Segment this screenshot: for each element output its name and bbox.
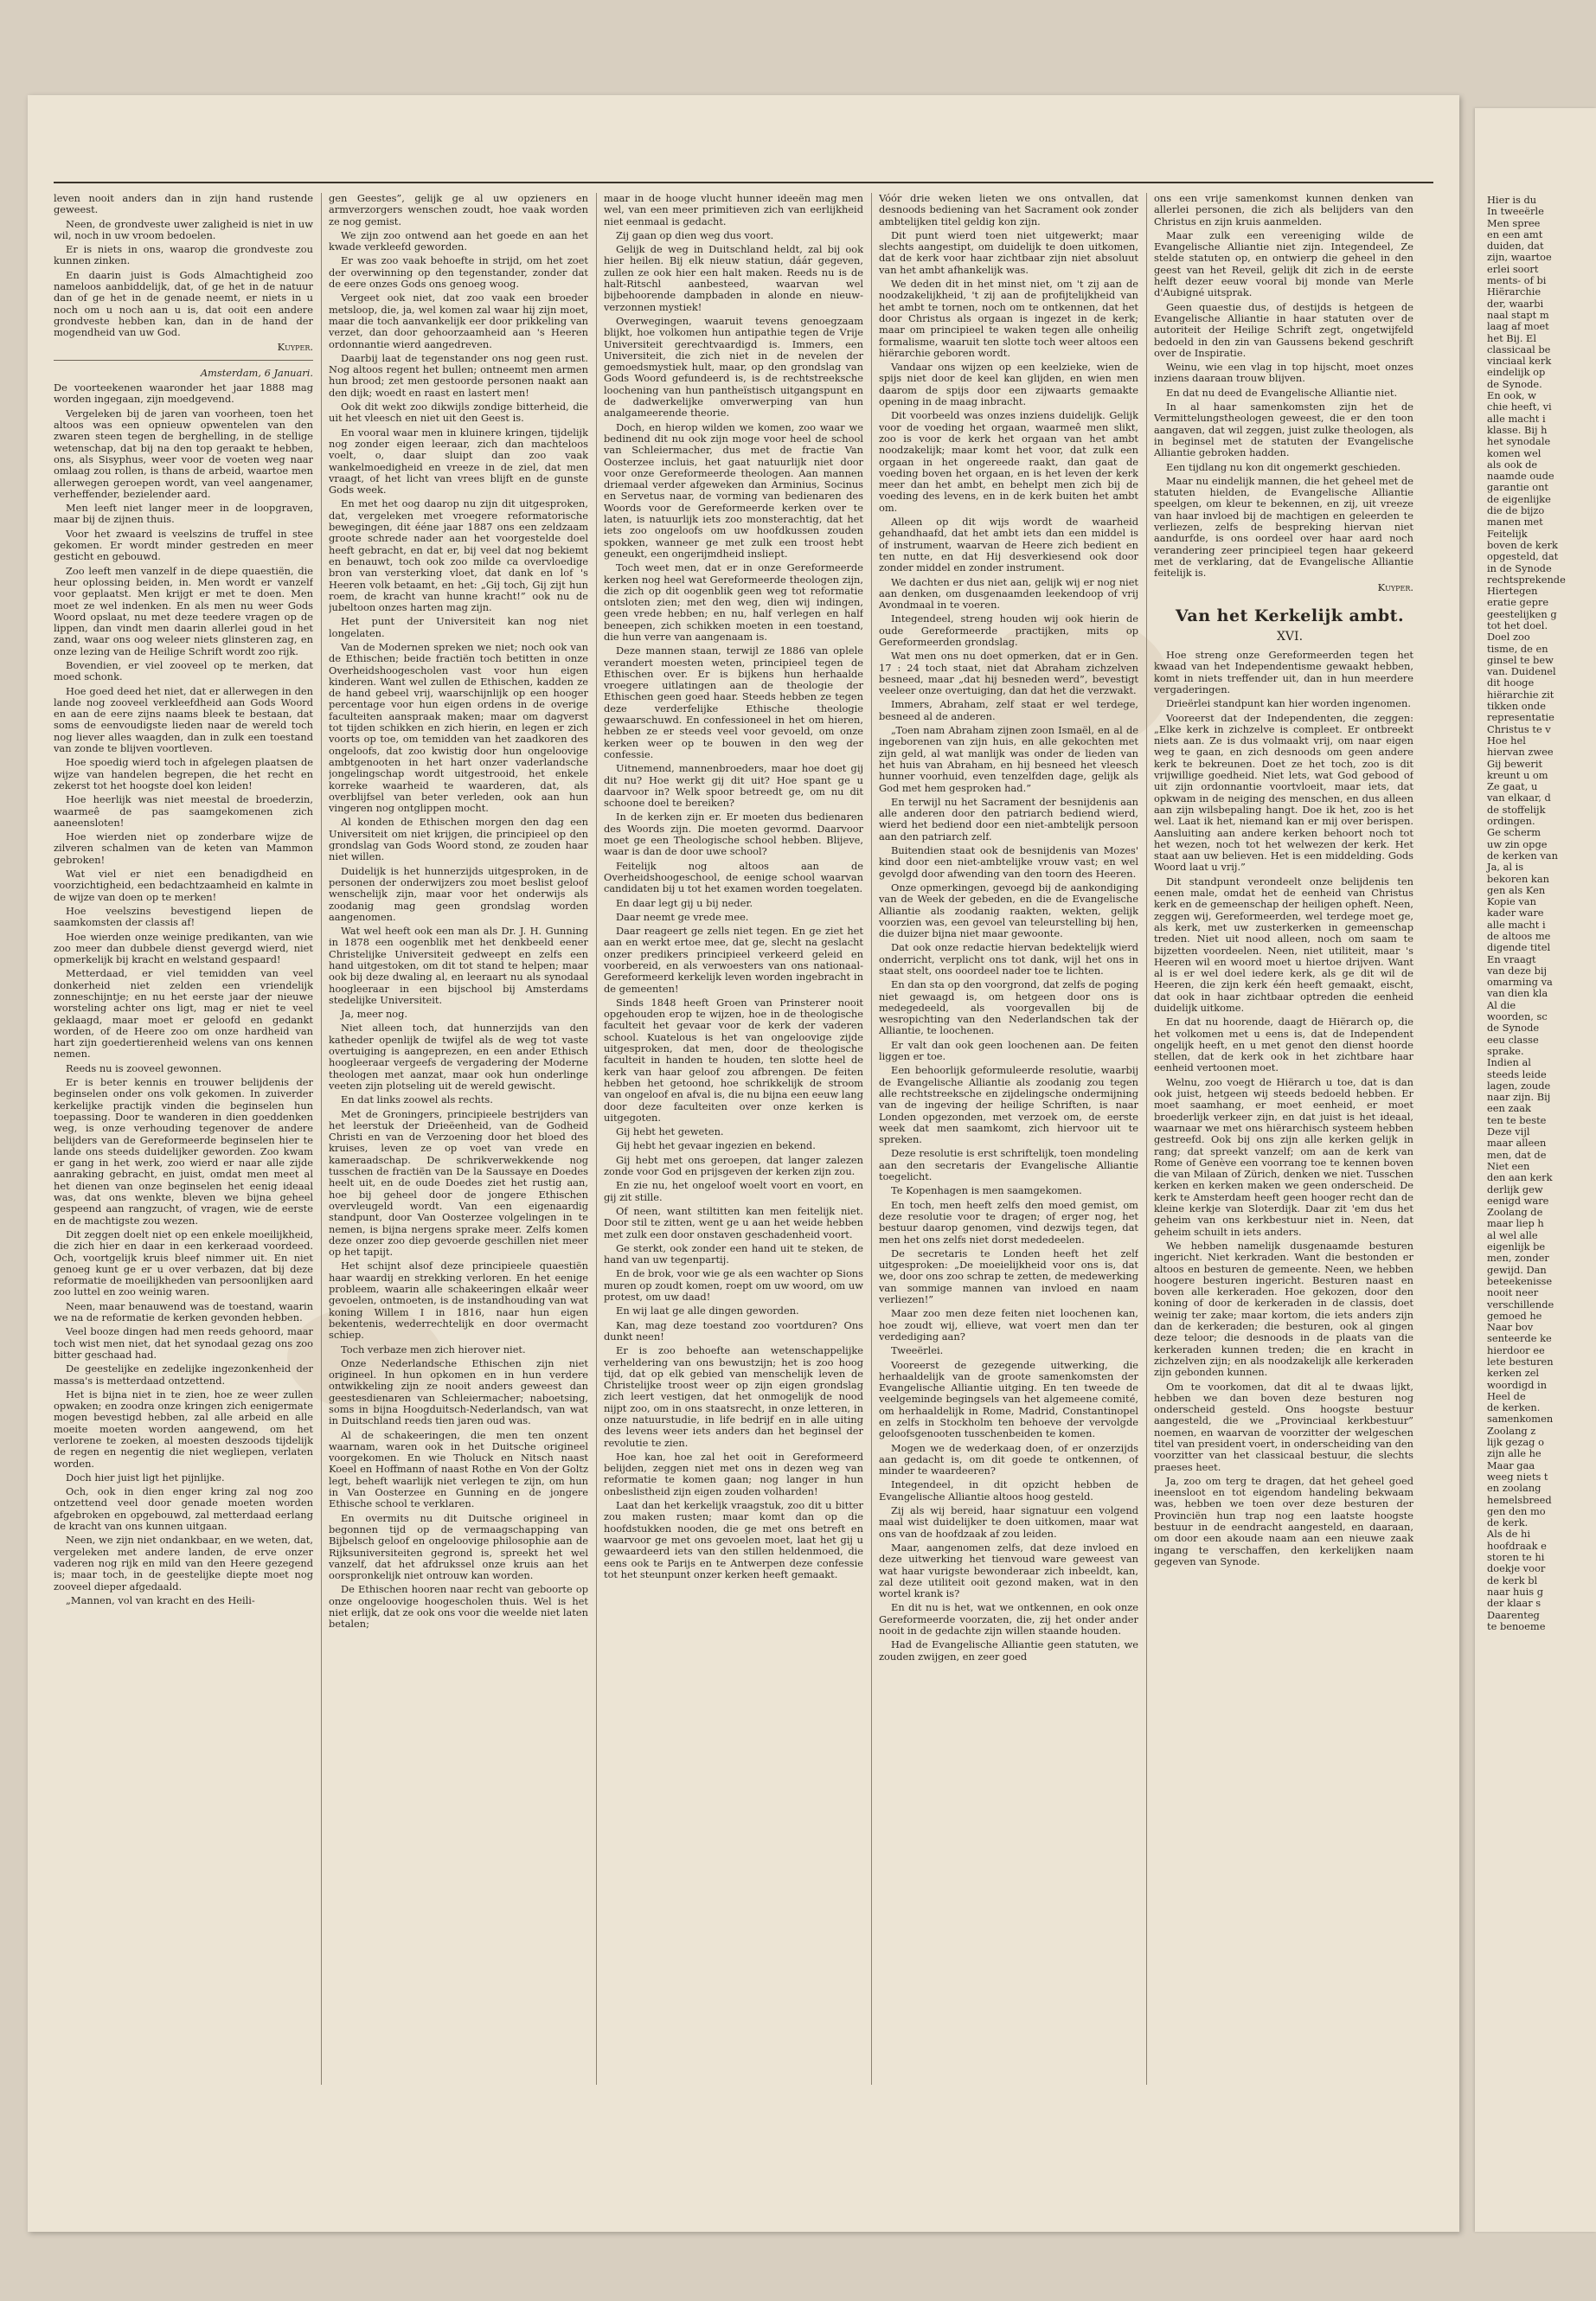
paragraph: Gij hebt het geweten. [616, 1125, 724, 1138]
paragraph: In al haar samenkomsten zijn het de Vermittelungstheologen geweest, die er den toon aangaven, dat wil zeggen, juist zulke theologen, als in beginsel met de statuten der Evangelische Alliantie gebroken hadden. [1154, 401, 1413, 459]
paragraph: Er is beter kennis en trouwer belijdenis der beginselen onder ons volk gekomen. In zuiverder kerkelijke practijk vinden die beginselen hun toepassing. Door te wanderen in dien goeddenken weg, is onze verhouding tegenover de andere belijders van de Gereformeerde beginselen hier te lande ons steeds duidelijker geworden. Zoo kwam er gang in het werk, zoo wierd er naar alle zijde aanraking gebracht, en juist, omdat men meet al het dienen van onze beginselen het eenig ideaal was, dat ons wenkte, bleven we bijna geheel gespeend aan rangzucht, of vragen, wie de eerste en de machtigste zou wezen. [54, 1076, 313, 1227]
paragraph: Met de Groningers, principieele bestrijders van het leerstuk der Drieëenheid, van de Godheid Christi en van de Verzoening door het bloed des kruises, leven ze op voet van vrede en kameraadschap. De schrikverwekkende nog tusschen de fractiën van De la Saussaye en Doedes heelt uit, en de oude Doedes ziet het rustig aan, hoe bij geheel door de jongere Ethischen overvleugeld wordt. Van een eigenaardig standpunt, door Van Oosterzee volgelingen in te nemen, is bijna nergens sprake meer. Zelfs komen deze onzer zoo diep gevoerde geschillen niet meer op het tapijt. [329, 1107, 588, 1259]
paragraph: Vandaar ons wijzen op een keelzieke, wien de spijs niet door de keel kan glijden, en wien men daarom de spijs door een zijwaarts gemaakte opening in de maag inbracht. [879, 361, 1138, 408]
paragraph: Christus te v [1487, 722, 1551, 735]
paragraph: rechtsprekende [1487, 573, 1566, 586]
paragraph: al wel alle [1487, 1228, 1538, 1241]
section-heading: Van het Kerkelijk ambt. [1175, 606, 1405, 625]
paragraph: Er is niets in ons, waarop die grondveste zou kunnen zinken. [54, 243, 313, 267]
paragraph: eeu classe [1487, 1033, 1539, 1046]
paragraph: Hier is du [1487, 194, 1537, 206]
paragraph: Neen, de grondveste uwer zaligheid is niet in uw wil, noch in uw vroom bedoelen. [54, 217, 313, 241]
paragraph: Vooreerst dat der Independenten, die zeggen: „Elke kerk in zichzelve is compleet. Er ontbreekt niets aan. Ze is dus volmaakt vrij, om naar eigen weg te gaan, en zich desnoods om geen andere kerk te bekreunen. Doet ze het toch, zoo is dit vrijwillige goedheid. Niet lets, wat God gebood of uit zijn ordonnantie voortvloeit, maar iets, dat opkwam in de neiging des menschen, en dus alleen aan zijn wilsbepaling hangt. Doe ik het, zoo is het wel. Laat ik het, niemand kan er mij over berispen. Aansluiting aan andere kerken behoort noch tot het wezen, noch tot het welwezen der kerk. Het staat aan uw believen. Het is een middelding. Gods Woord laat u vrij.” [1154, 711, 1413, 874]
paragraph: Feitelijk [1487, 527, 1528, 540]
paragraph: Neen, we zijn niet ondankbaar, en we weten, dat, vergeleken met andere landen, de erve onzer vaderen nog rijk en mild van den Heere gezegend is; maar toch, in de geestelijke diepte moet nog zooveel dieper afgedaald. [54, 1534, 313, 1593]
paragraph: de kerken. [1487, 1401, 1541, 1414]
column-1 [54, 193, 313, 2085]
paragraph: Overwegingen, waaruit tevens genoegzaam blijkt, hoe volkomen hun antipathie tegen de Vrije Universiteit gerechtvaardigd is. Immers, een Universiteit, die zich niet in de nevelen der gemoedsmystiek hult, maar, op den grondslag van Gods Woord gefundeerd is, is de rechtstreeksche loochening van hun pantheïstisch uitgangspunt en de dadwerkelijke omverwerping van hun analgameerende theorie. [604, 314, 863, 420]
paragraph: We dachten er dus niet aan, gelijk wij er nog niet aan denken, om dusgenaamden leekendoop of vrij Avondmaal in te voeren. [879, 575, 1138, 612]
paragraph: digende titel [1487, 941, 1551, 954]
paragraph: weeg niets t [1487, 1470, 1548, 1483]
paragraph: naar huis g [1487, 1585, 1544, 1598]
paragraph: Als de hi [1487, 1528, 1530, 1541]
paragraph: samenkomen [1487, 1413, 1554, 1426]
paragraph: beteekenisse [1487, 1274, 1553, 1287]
paragraph: manen met [1487, 516, 1543, 529]
paragraph: gemoed he [1487, 1309, 1542, 1322]
paragraph: Doch, en hierop wilden we komen, zoo waar we bedinend dit nu ook zijn moge voor heel de school van Schleiermacher, dus met de fractie Van Oosterzee incluis, het gaat natuurlijk niet door voor onze Gereformeerde theologen. Aan mannen driemaal verder afgeweken dan Arminius, Socinus en Servetus naar, de vorming van bedienaren des Woords voor de Gereformeerde kerken over te laten, is natuurlijk iets zoo monsterachtig, dat het iets zoo ongeloofs om uw hoofdkussen zouden spokken, wanneer ge met zulk een troost hebt geneukt, een ongerijmdheid insliept. [604, 420, 863, 560]
paragraph: men, zonder [1487, 1252, 1549, 1265]
paragraph: Feitelijk nog altoos aan de Overheidshoogeschool, de eenige school waarvan candidaten bij u tot het examen worden toegelaten. [604, 859, 863, 895]
paragraph: Niet een [1487, 1159, 1530, 1172]
column-3-body [604, 193, 863, 1580]
paragraph: Hoe goed deed het niet, dat er allerwegen in den lande nog zooveel verkleefdheid aan Gods Woord en aan de eere zijns naams bleek te bestaan, dat soms de eenvoudigste lieden naar de wereld toch nog liever alles waagden, dan in zulk een toestand van zonde te blijven voortleven. [54, 684, 313, 755]
column-1-lead [54, 193, 313, 339]
paragraph: Er valt dan ook geen loochenen aan. De feiten liggen er toe. [879, 1038, 1138, 1063]
paragraph: Toch weet men, dat er in onze Gereformeerde kerken nog heel wat Gereformeerde theologen zijn, die zich op dit oogenblik geen weg tot reformatie ontsloten zien; met den weg, dien wij indingen, geen vrede hebben; en nu, half verlegen en half beneepen, zich schikken moeten in een toestand, die hun verre van aangenaam is. [604, 561, 863, 643]
paragraph: de altoos me [1487, 930, 1551, 942]
paragraph: Had de Evangelische Alliantie geen statuten, we zouden zwijgen, en zeer goed [879, 1638, 1138, 1663]
paragraph: Vergeleken bij de jaren van voorheen, toen het altoos was een opnieuw opwentelen van den zwaren steen tegen de berghelling, in de stellige wetenschap, dat bij na den top geraakt te hebben, ons, als Sisyphus, weer voor de voeten weg naar omlaag zou rollen, is thans de arbeid, waartoe men allerwegen geroepen wordt, van veel aangenamer, verheffender, bezielender aard. [54, 407, 313, 500]
paragraph: hierdoor ee [1487, 1343, 1545, 1356]
paragraph: en een amt [1487, 228, 1543, 240]
paragraph: Neen, maar benauwend was de toestand, waarin we na de reformatie de kerken gevonden hebben. [54, 1299, 313, 1324]
paragraph: Wat wel heeft ook een man als Dr. J. H. Gunning in 1878 een oogenblik met het denkbeeld eener Christelijke Universiteit gedweept en zelfs een hand uitgestoken, om dit tot stand te helpen; maar ook bij deze dwaling al, en leeraart nu als synodaal hoogleeraar in een bijschool bij Amsterdams stedelijke Universiteit. [329, 925, 588, 1006]
paragraph: Maar zoo men deze feiten niet loochenen kan, hoe zoudt wij, ellieve, wat voert men dan ter verdediging aan? [879, 1307, 1138, 1343]
column-4 [879, 193, 1138, 2085]
paragraph: geestelijken g [1487, 607, 1557, 620]
paragraph: En daar legt gij u bij neder. [616, 896, 753, 909]
paragraph: Sinds 1848 heeft Groen van Prinsterer nooit opgehouden erop te wijzen, hoe in de theologische faculteit het gevaar voor de kerk der vaderen school. Kuatelous is het van ongeloovige zijde uitgesproken, dat men, door de theologische faculteit in handen te houden, ten slotte heel de kerk van haar geloof zou afbrengen. De feiten hebben het getoond, hoe schrikkelijk de stroom van ongeloof en afval is, die nu bijna een eeuw lang door deze faculteiten over onze kerken is uitgegoten. [604, 996, 863, 1124]
paragraph: Gelijk de weg in Duitschland heldt, zal bij ook hier heilen. Bij elk nieuw statiun, dáár gegeven, zullen ze ook hier een halt maken. Reeds nu is de halt-Ritschl aanbesteed, waarvan wel bijbehoorende dampbaden in alonde en nieuw-verzonnen mystiek! [604, 243, 863, 313]
paragraph: tot het doel. [1487, 619, 1548, 631]
paragraph: Deze resolutie is erst schriftelijk, toen mondeling aan den secretaris der Evangelische Alliantie toegelicht. [879, 1147, 1138, 1183]
paragraph: Al die [1487, 998, 1516, 1011]
paragraph: Kan, mag deze toestand zoo voortduren? Ons dunkt neen! [604, 1318, 863, 1343]
paragraph: Daarenteg [1487, 1608, 1540, 1621]
paragraph: in de Synode [1487, 561, 1552, 574]
paragraph: representatie [1487, 711, 1554, 724]
paragraph: eenigd ware [1487, 1194, 1549, 1207]
paragraph: Zoo leeft men vanzelf in de diepe quaestiën, die heur oplossing beiden, in. Men wordt er vanzelf voor geplaatst. Men krijgt er met te doen. Men moet ze wel indenken. En als men nu weer Gods Woord opslaat, nu met deze teedere vragen op de lippen, dan vindt men daarin allerlei goud in het zand, waar ons oog weleer niets glinsteren zag, en onze lezing van de Heilige Schrift wordt zoo rijk. [54, 564, 313, 657]
paragraph: Zoolang z [1487, 1424, 1536, 1437]
paragraph: kader ware [1487, 907, 1544, 920]
paragraph: laag af moet [1487, 320, 1549, 333]
column-3 [604, 193, 863, 2085]
paragraph: alle macht i [1487, 412, 1546, 425]
paragraph: een zaak [1487, 1102, 1531, 1115]
paragraph: Heel de [1487, 1389, 1526, 1402]
paragraph: lijk gezag o [1487, 1436, 1544, 1449]
column-5-body [1154, 193, 1413, 1567]
paragraph: Er was zoo vaak behoefte in strijd, om het zoet der overwinning op den tegenstander, zonder dat de eere onzes Gods ons genoeg woog. [329, 254, 588, 291]
paragraph: senteerde ke [1487, 1332, 1552, 1345]
paragraph: ten te beste [1487, 1113, 1547, 1126]
paragraph: Indien al [1487, 1056, 1531, 1069]
paragraph: Geen quaestie dus, of destijds is hetgeen de Evangelische Alliantie in haar statuten over de autoriteit der Heilige Schrift zegt, ongetwijfeld bedoeld in den zin van Gaussens bekend geschrift over de Inspiratie. [1154, 300, 1413, 359]
paragraph: En vraagt [1487, 952, 1536, 965]
paragraph: We hebben namelijk dusgenaamde besturen ingericht. Niet kerkraden. Want die bestonden er altoos en besturen de gemeente. Neen, we hebben hoogere besturen ingericht. Besturen naast en boven alle kerkeraden. Hoe gekozen, door den koning of door de kerkeraden in de classis, doet weinig ter zake; maar kortom, die iets anders zijn dan de kerkeraden; die besturen, ook al gingen deze teloor; die desnoods in de plaats van die kerkeraden kunnen treden; die en kracht in zichzelven zijn; en als noodzakelijk alle kerkeraden zijn gebonden kunnen. [1154, 1239, 1413, 1379]
signature: Kuyper. [277, 340, 313, 353]
paragraph: bekoren kan [1487, 872, 1549, 885]
paragraph: Ja, al is [1487, 861, 1524, 874]
paragraph: garantie ont [1487, 481, 1549, 494]
paragraph: Dat ook onze redactie hiervan bedektelijk wierd onderricht, verplicht ons tot dank, wijl het ons in staat stelt, ons ooordeel nader toe te lichten. [879, 941, 1138, 977]
paragraph: gen Geestes”, gelijk ge al uw opzieners en armverzorgers wenschen zoudt, hoe vaak worden ze nog gemist. [329, 193, 588, 228]
paragraph: Doel zoo [1487, 631, 1530, 644]
paragraph: de Synode [1487, 1022, 1540, 1035]
fragment-column [1487, 195, 1596, 1632]
paragraph: Gij hebt het gevaar ingezien en bekend. [616, 1139, 816, 1152]
paragraph: maar alleen [1487, 1137, 1547, 1150]
paragraph: Zoolang de [1487, 1206, 1543, 1219]
column-2-body [329, 193, 588, 1631]
paragraph: Weinu, wie een vlag in top hijscht, moet onzes inziens daaraan trouw blijven. [1154, 361, 1413, 385]
paragraph: Immers, Abraham, zelf staat er wel terdege, besneed al de anderen. [879, 698, 1138, 722]
paragraph: Ze gaat, u [1487, 780, 1538, 793]
paragraph: De Ethischen hooren naar recht van geboorte op onze ongeloovige hoogescholen thuis. Wel is het niet erlijk, dat ze ook ons voor die weelde niet laten betalen; [329, 1583, 588, 1631]
paragraph: Dit zeggen doelt niet op een enkele moeilijkheid, die zich hier en daar in een kerkeraad voordeed. Och, voortgelijk kruis bleef nimmer uit. En niet genoeg kunt ge er u over verbazen, dat bij deze reformatie de moeilijkheden van persoonlijken aard zoo luttel en zoo weinig waren. [54, 1227, 313, 1298]
paragraph: Ook dit wekt zoo dikwijls zondige bitterheid, die uit het vleesch en niet uit den Geest is. [329, 401, 588, 425]
paragraph: Ge scherm [1487, 826, 1542, 839]
paragraph: komen wel [1487, 446, 1542, 459]
paragraph: vinciaal kerk [1487, 355, 1552, 368]
paragraph: En overmits nu dit Duitsche origineel in begonnen tijd op de vermaagschapping van Bijbelsch geloof en ongeloovige philosophie aan de Rijksuniversiteiten gegrond is, spreekt het wel vanzelf, dat het afdrukssel onze kruis aan het oorspronkelijk niet ontrouw kan worden. [329, 1511, 588, 1582]
paragraph: En vooral waar men in kluinere kringen, tijdelijk nog zonder eigen leeraar, zich dan machteloos voelt, o, daar sluipt dan zoo vaak wankelmoedigheid en vreeze in de ziel, dat men vraagt, of het licht van vrees blijft en de gunste Gods week. [329, 426, 588, 497]
paragraph: Gij hebt met ons geroepen, dat langer zalezen zonde voor God en prijsgeven der kerken zijn zou. [604, 1153, 863, 1178]
paragraph: Naar bov [1487, 1321, 1534, 1334]
adjacent-page-fragment [1475, 108, 1596, 2232]
paragraph: Men spree [1487, 216, 1541, 229]
paragraph: gewijd. Dan [1487, 1263, 1547, 1276]
paragraph: En terwijl nu het Sacrament der besnijdenis aan alle anderen door den patriarch bediend wierd, wierd het bediend door een niet-ambtelijk persoon aan den patriarch zelf. [879, 795, 1138, 843]
column-rule [871, 193, 872, 2085]
paragraph: En dan sta op den voorgrond, dat zelfs de poging niet gewaagd is, om hetgeen door ons is medegedeeld, als voorgevallen bij de wesropichting van den Nederlandschen tak der Alliantie, te loochenen. [879, 978, 1138, 1037]
paragraph: En toch, men heeft zelfs den moed gemist, om deze resolutie voor te dragen; of erger nog, het bestuur daarop genomen, vind dezwijs tegen, dat men het ons zelfs niet dorst mededeelen. [879, 1198, 1138, 1246]
column-rule [596, 193, 597, 2085]
paragraph: en zoolang [1487, 1482, 1542, 1495]
paragraph: kerken zel [1487, 1367, 1540, 1380]
paragraph: Al konden de Ethischen morgen den dag een Universiteit om niet krijgen, die principieel op den grondslag van Gods Woord stond, ze zouden haar niet willen. [329, 816, 588, 863]
paragraph: Men leeft niet langer meer in de loopgraven, maar bij de zijnen thuis. [54, 502, 313, 526]
paragraph: chie heeft, vi [1487, 401, 1552, 413]
paragraph: Zij als wij bereid, haar signatuur een volgend maal wist duidelijker te doen uitkomen, maar wat ons van de hoofdzaak af zou leiden. [879, 1504, 1138, 1540]
paragraph: Hiertegen [1487, 585, 1538, 598]
column-1-body [54, 382, 313, 1606]
paragraph: den aan kerk [1487, 1171, 1553, 1184]
paragraph: woorden, sc [1487, 1010, 1548, 1023]
paragraph: Dit voorbeeld was onzes inziens duidelijk. Gelijk voor de voeding het orgaan, waarmeê men slikt, zoo is voor de kerk het orgaan van het ambt noodzakelijk; maar komt het voor, dat zulk een orgaan in het ongereede raakt, dan gaat de voeding boven het orgaan, en is het leven der kerk meer dan het ambt, en behelpt men zich bij de voeding des levens, en in de kerk buiten het ambt om. [879, 409, 1138, 514]
paragraph: het Bij. El [1487, 331, 1537, 344]
paragraph: „Toen nam Abraham zijnen zoon Ismaël, en al de ingeborenen van zijn huis, en alle gekochten met zijn geld, al wat manlijk was onder de lieden van het huis van Abraham, en hij besneed het vleesch hunner voorhuid, even tenzelfden dage, gelijk als God met hem gesproken had.” [879, 724, 1138, 794]
paragraph: Hoe spoedig wierd toch in afgelegen plaatsen de wijze van handelen begrepen, die het recht en zekerst tot het hoogste doel kon leiden! [54, 756, 313, 792]
paragraph: doekje voor [1487, 1562, 1546, 1575]
paragraph: ginsel te bew [1487, 653, 1554, 666]
paragraph: maar liep h [1487, 1217, 1544, 1230]
paragraph: de kerk bl [1487, 1574, 1538, 1586]
signature: Kuyper. [1377, 580, 1413, 593]
paragraph: Veel booze dingen had men reeds gehoord, maar toch wist men niet, dat het synodaal gezag ons zoo bitter geschaad had. [54, 1325, 313, 1361]
paragraph: der klaar s [1487, 1597, 1542, 1610]
paragraph: dit hooge [1487, 676, 1535, 689]
column-5 [1154, 193, 1413, 2085]
paragraph: Wat viel er niet een benadigdheid en voorzichtigheid, een bedachtzaamheid en kalmte in de wijze van doen op te merken! [54, 868, 313, 903]
paragraph: Deze vijl [1487, 1125, 1530, 1138]
paragraph: hiervan zwee [1487, 746, 1554, 759]
paragraph: We deden dit in het minst niet, om 't zij aan de noodzakelijkheid, 't zij aan de profijtelijkheid van het ambt te tornen, noch om te ontkennen, dat het door Christus als orgaan is ingezet in de kerk; maar om principieel te waken tegen alle onheilig formalisme, waaruit ten slotte toch weer altoos een hiërarchie geboren wordt. [879, 278, 1138, 359]
paragraph: ordingen. [1487, 815, 1535, 828]
paragraph: Dit standpunt verondeelt onze belijdenis ten eenen male, omdat het de eenheid van Christus kerk en de gemeenschap der heiligen opheft. Neen, zeggen wij, Gereformeerden, wel terdege moet ge, als kerk, met uw zusterkerken in gemeenschap treden. Niet uit nood alleen, noch om saam te bijzetten voordeelen. Neen, niet utiliteit, maar 's Heeren wil en woord moet u hiertoe drijven. Want al is er wel doel iedere kerk, als ge dit wil de Heeren, die zijn kerk één heeft gemaakt, eischt, dat ook in haar zichtbaar optreden die eenheid duidelijk uitkome. [1154, 875, 1413, 1014]
paragraph: als ook de [1487, 458, 1538, 471]
paragraph: Wat men ons nu doet opmerken, dat er in Gen. 17 : 24 toch staat, niet dat Abraham zichzelven besneed, maar „dat hij besneden werd”, bevestigt veeleer onze overtuiging, dan dat het die verzwakt. [879, 650, 1138, 697]
paragraph: boven de kerk [1487, 538, 1558, 551]
paragraph: men, dat de [1487, 1148, 1547, 1161]
section-number: XVI. [1276, 629, 1304, 644]
paragraph: kreunt u om [1487, 768, 1548, 781]
paragraph: Reeds nu is zooveel gewonnen. [66, 1061, 222, 1074]
top-rule [54, 182, 1433, 183]
paragraph: En dat nu deed de Evangelische Alliantie niet. [1166, 386, 1398, 399]
paragraph: der, waarbi [1487, 297, 1544, 310]
paragraph: Hoe wierden niet op zonderbare wijze de zilveren schalmen van de keten van Mammon gebroken! [54, 830, 313, 866]
paragraph: Welnu, zoo voegt de Hiërarch u toe, dat is dan ook juist, hetgeen wij steeds bedoeld hebben. Er moet saamhang, er moet eenheid, er moet broederlijk verkeer zijn, en dat juist is het ideaal, waarnaar we met ons hiërarchisch systeem hebben gestreefd. Ook bij ons zijn alle kerken gelijk in rang; dat spreekt vanzelf; om aan de kerk van Rome of Genève een voorrang toe te kennen boven die van Milaan of Zürich, denken we niet. Tusschen kerken en kerken maken we geen onderscheid. De kerk te Amsterdam heeft geen hooger recht dan de kleine kerkje van Sloterdijk. Daar zit 'em dus het geheim van ons kerkbestuur niet in. Neen, dat geheim schuilt in iets anders. [1154, 1075, 1413, 1238]
paragraph: Bovendien, er viel zooveel op te merken, dat moed schonk. [54, 658, 313, 683]
paragraph: Tweeërlei. [891, 1344, 944, 1357]
paragraph: zijn alle he [1487, 1447, 1542, 1460]
paragraph: naar zijn. Bij [1487, 1091, 1551, 1104]
column-2 [329, 193, 588, 2085]
paragraph: De secretaris te Londen heeft het zelf uitgesproken: „De moeielijkheid voor ons is, dat we, door ons zoo schrap te zetten, de medewerking van sommige mannen van invloed en naam verliezen!” [879, 1247, 1138, 1306]
paragraph: Hoe wierden onze weinige predikanten, van wie zoo meer dan dubbele dienst gevergd wierd, niet opmerkelijk bij kracht en welstand gespaard! [54, 930, 313, 966]
paragraph: Och, ook in dien enger kring zal nog zoo ontzettend veel door genade moeten worden afgebroken en opgebouwd, zal metterdaad eerlang de kracht van ons kunnen uitgaan. [54, 1485, 313, 1533]
paragraph: En wij laat ge alle dingen geworden. [616, 1304, 799, 1317]
paragraph: Hoe streng onze Gereformeerden tegen het kwaad van het Independentisme gewaakt hebben, komt in niets treffender uit, dan in hun meerdere vergaderingen. [1154, 649, 1413, 695]
paragraph: woordigd in [1487, 1378, 1548, 1391]
paragraph: Mogen we de wederkaag doen, of er onzerzijds aan gedacht is, om dit goede te ontkennen, of minder te waardeeren? [879, 1441, 1138, 1477]
paragraph: ons een vrije samenkomst kunnen denken van allerlei personen, die zich als belijders van den Christus en zijn kruis aanmelden. [1154, 193, 1413, 228]
paragraph: Te Kopenhagen is men saamgekomen. [891, 1184, 1082, 1197]
paragraph: erlei soort [1487, 262, 1539, 275]
paragraph: Ja, meer nog. [341, 1008, 408, 1021]
column-rule [321, 193, 322, 2085]
paragraph: opgesteld, dat [1487, 550, 1559, 563]
paragraph: Toch verbaze men zich hierover niet. [341, 1343, 526, 1356]
paragraph: Hoe kan, hoe zal het ooit in Gereformeerd belijden, zeggen niet met ons in dezen weg van reformatie te komen gaan; nog langer in hun onbeslistheid zijn eigen zouden volharden! [604, 1450, 863, 1497]
paragraph: Van de Modernen spreken we niet; noch ook van de Ethischen; beide fractiën toch betitten in onze Overheidshoogescholen vast voor hun eigen kinderen. Want wel zullen de Ethischen, kadden ze de hand gebeel vrij, waarschijnlijk op een hooger percentage voor hun eigen ordens in de overige faculteiten aanspraak maken; maar om dagverst tot tijden schikken en zich hierin, en legen er zich voorts op toe, om temidden van het zaadkoren des ongeloofs, dat zoo kwistig door hun ongeloovige ambtgenooten in het hart onzer vaderlandsche jongelingschap wordt uitgestrooid, het enkele korreke waarheid te waarderen, dat, als overblijfsel van beter verleden, ook aan hun vingeren nog ontglippen mocht. [329, 640, 588, 815]
paragraph: Integendeel, streng houden wij ook hierin de oude Gereformeerde practijken, mits op Gereformeerden grondslag. [879, 612, 1138, 648]
paragraph: naal stapt m [1487, 308, 1549, 321]
paragraph: lagen, zoude [1487, 1079, 1551, 1092]
paragraph: Drieërlei standpunt kan hier worden ingenomen. [1166, 697, 1411, 710]
paragraph: van dien kla [1487, 987, 1548, 1000]
paragraph: de kerk. [1487, 1516, 1529, 1529]
paragraph: Het punt der Universiteit kan nog niet longelaten. [329, 615, 588, 639]
paragraph: Of neen, want stiltitten kan men feitelijk niet. Door stil te zitten, went ge u aan het weide hebben met zulk een door onstaven geschadenheid voort. [604, 1204, 863, 1240]
paragraph: Maar, aangenomen zelfs, dat deze invloed en deze uitwerking het tienvoud ware geweest van wat haar vurigste bewonderaar zich inbeeldt, kan, zal deze utiliteit ooit gezond maken, wat in den wortel krank is? [879, 1541, 1138, 1600]
paragraph: De geestelijke en zedelijke ingezonkenheid der massa's is metterdaad ontzettend. [54, 1362, 313, 1387]
paragraph: Ja, zoo om terg te dragen, dat het geheel goed ineensloot en tot eigendom handeling bekwaam was, hebben we toen over deze besturen der Provinciën hun trap nog een laatste hoogste bestuur in de eendracht aangesteld, en daaraan, om door een akoude naam aan een nieuwe zaak ingang te verschaffen, den kerkelijken naam gegeven van Synode. [1154, 1474, 1413, 1567]
paragraph: Om te voorkomen, dat dit al te dwaas lijkt, hebben we dan boven deze besturen nog onderscheid gesteld. Ons hoogste bestuur aangesteld, die we „Provinciaal kerkbestuur” noemen, en waarvan de voorzitter der welgeschen titel van president voert, in onderscheiding van den voorzitter van het classicaal bestuur, die slechts praeses heet. [1154, 1380, 1413, 1473]
paragraph: leven nooit anders dan in zijn hand rustende geweest. [54, 193, 313, 216]
paragraph: lete besturen [1487, 1355, 1554, 1368]
paragraph: gen als Ken [1487, 883, 1546, 896]
paragraph: Dit punt wierd toen niet uitgewerkt; maar slechts aangestipt, om duidelijk te doen uitkomen, dat de kerk voor haar zichtbaar zijn niet absoluut van het ambt afhankelijk was. [879, 228, 1138, 276]
paragraph: In de kerken zijn er. Er moeten dus bedienaren des Woords zijn. Die moeten gevormd. Daarvoor moet ge een Theologische school hebben. Blijeve, waar is dan de door uwe school? [604, 811, 863, 858]
paragraph: En dat nu hoorende, daagt de Hiërarch op, die het volkomen met u eens is, dat de Independent ongelijk heeft, en u met genot den dienst hoorde stellen, dat de kerk ook in het zichtbare haar eenheid vertoonen moet. [1154, 1016, 1413, 1074]
paragraph: eratie gepre [1487, 596, 1549, 609]
paragraph: de kerken van [1487, 849, 1558, 862]
paragraph: van. Duidenel [1487, 665, 1556, 678]
paragraph: Maar zulk een vereeniging wilde de Evangelische Alliantie niet zijn. Integendeel, Ze stelde statuten op, en ontwierp die geheel in den geest van het Reveil, gelijk dit zich in de eerste helft dezer eeuw vooral bij monde van Merle d'Aubigné uitsprak. [1154, 228, 1413, 299]
column-4-body [879, 193, 1138, 1663]
paragraph: En dit nu is het, wat we ontkennen, en ook onze Gereformeerde voorzaten, die, zij het onder ander nooit in de gedachte zijn willen staande houden. [879, 1601, 1138, 1638]
paragraph: ments- of bi [1487, 274, 1547, 287]
paragraph: steeds leide [1487, 1067, 1547, 1080]
paragraph: Daarbij laat de tegenstander ons nog geen rust. Nog altoos regent het bullen; ontneemt men armen hun brood; zet men gestoorde personen naakt aan den dijk; woedt en raast en lastert men! [329, 351, 588, 399]
paragraph: En ook, w [1487, 389, 1536, 402]
paragraph: Kopie van [1487, 895, 1536, 908]
paragraph: De voorteekenen waaronder het jaar 1888 mag worden ingegaan, zijn moedgevend. [54, 381, 313, 406]
paragraph: Uitnemend, mannenbroeders, maar hoe doet gij dit nu? Hoe werkt gij dit uit? Hoe spant ge u daarvoor in? Welk spoor betreedt ge, om nu dit schoone doel te bereiken? [604, 762, 863, 810]
paragraph: Daar neemt ge vrede mee. [616, 910, 749, 923]
paragraph: En dat links zoowel als rechts. [341, 1093, 493, 1106]
paragraph: naamde oude [1487, 470, 1554, 483]
paragraph: Het schijnt alsof deze principieele quaestiën haar waardij en strekking verloren. En het eenige probleem, waarin alle schakeeringen elkaâr weer gevoelen, ontmoeten, is de instandhouding van wat koning Willem I in 1816, naar hun eigen bekentenis, wederrechtelijk en door overmacht schiep. [329, 1259, 588, 1342]
paragraph: derlijk gew [1487, 1183, 1543, 1195]
paragraph: Buitendien staat ook de besnijdenis van Mozes' kind door een niet-ambtelijke vrouw vast; en wel gevolgd door afwending van den toorn des Heeren. [879, 844, 1138, 880]
paragraph: Al de schakeeringen, die men ten onzent waarnam, waren ook in het Duitsche origineel voorgekomen. En wie Tholuck en Nitsch naast Koeel en Hoffmann of naast Rothe en Von der Goltz legt, beheft waarlijk niet verlegen te zijn, om hun in Van Oosterzee en Gunning en de jongere Ethische school te verklaren. [329, 1428, 588, 1510]
paragraph: het synodale [1487, 435, 1551, 448]
paragraph: de eigenlijke [1487, 492, 1551, 505]
paragraph: „Mannen, vol van kracht en des Heili- [66, 1593, 255, 1606]
paragraph: Het is bijna niet in te zien, hoe ze weer zullen opwaken; en zoodra onze kringen zich eenigermate mogen bevestigd hebben, zal alle arbeid en alle moeite moeten worden aangewend, om het verlorene te zoeken, al moesten deszoods tijdelijk de regen en negentig die niet wegliepen, verlaten worden. [54, 1388, 313, 1470]
paragraph: hiërarchie zit [1487, 688, 1554, 701]
paragraph: storen te hi [1487, 1551, 1545, 1564]
paragraph: van elkaar, d [1487, 792, 1551, 804]
paragraph: Onze Nederlandsche Ethischen zijn niet origineel. In hun opkomen en in hun verdere ontwikkeling zijn ze nooit anders geweest dan geestesdienaren van Schleiermacher; naboetsing, soms in bijna Hoogduitsch-Nederlandsch, van wat in Duitschland reeds tien jaren oud was. [329, 1356, 588, 1427]
section-divider [54, 360, 313, 361]
paragraph: Er is zoo behoefte aan wetenschappelijke verheldering van ons bewustzijn; het is zoo hoog tijd, dat op elk gebied van menschelijk leven de Christelijke troost weer op zijn eigen grondslag zich leert vestigen, dat het onmogelijk de nood nijpt zoo, om in ons staatsrecht, in onze letteren, in onze natuurstudie, in life bedrijf en in alle uiting des levens weer iets anders dan het beginsel der revolutie te zien. [604, 1344, 863, 1449]
paragraph: die de bijzo [1487, 504, 1545, 517]
paragraph: eigenlijk be [1487, 1240, 1546, 1253]
paragraph: omarming va [1487, 976, 1553, 989]
paragraph: Doch hier juist ligt het pijnlijke. [66, 1471, 225, 1484]
paragraph: sprake. [1487, 1044, 1524, 1057]
paragraph: In tweeërle [1487, 205, 1544, 218]
paragraph: Maar gaa [1487, 1458, 1535, 1471]
paragraph: hemelsbreed [1487, 1493, 1552, 1506]
paragraph: Maar nu eindelijk mannen, die het geheel met de statuten hielden, de Evangelische Alliantie speelgen, om kleur te bekennen, en zij, uit vreeze van haar invloed bij de machtigen en geleerden te verliezen, zelfs de bespreking hiervan niet aandurfde, is ons oordeel over haar aard noch verandering zeer principieel tegen haar gekeerd met de verklaring, dat de Evangelische Alliantie feitelijk is. [1154, 474, 1413, 580]
paragraph: nooit neer [1487, 1286, 1539, 1299]
paragraph: te benoeme [1487, 1619, 1546, 1632]
paragraph: tisme, de en [1487, 642, 1548, 655]
paragraph: Zij gaan op dien weg dus voort. [616, 228, 774, 241]
paragraph: En met het oog daarop nu zijn dit uitgesproken, dat, vergeleken met vroegere reformatorische bewegingen, dit ééne jaar 1887 ons een zeldzaam groote schrede nader aan het voorgestelde doel heeft gebracht, en dat er, bij veel dat nog bekiemt en benauwt, toch ook zoo milde ca overvloedige bron van versterking vloet, dat dank en lof 's Heeren volk betaamt, en het: „Gij toch, Gij zijt hun roem, de kracht van hunne kracht!” ook nu de jubeltoon onzes harten mag zijn. [329, 497, 588, 614]
paragraph: de Synode. [1487, 377, 1542, 390]
paragraph: Onze opmerkingen, gevoegd bij de aankondiging van de Week der gebeden, en die de Evangelische Alliantie als zoodanig raakten, wekten, gelijk voorzien was, een gevoel van teleurstelling bij hen, die duizer bijna niet maar gewoonte. [879, 881, 1138, 940]
paragraph: verschillende [1487, 1298, 1554, 1311]
dateline: Amsterdam, 6 Januari. [200, 366, 313, 379]
paragraph: Niet alleen toch, dat hunnerzijds van den katheder openlijk de twijfel als de weg tot vaste overtuiging is aangeprezen, en een ander Ethisch hoogleeraar vergeefs de vergadering der Moderne theologen met aanzat, maar ook hun onderlinge veeten zijn plotseling uit de wereld gewischt. [329, 1022, 588, 1092]
paragraph: alle macht i [1487, 918, 1546, 931]
paragraph: duiden, dat [1487, 240, 1544, 253]
newspaper-page [28, 95, 1459, 2232]
paragraph: Integendeel, in dit opzicht hebben de Evangelische Alliantie altoos hoog gesteld. [879, 1478, 1138, 1503]
paragraph: Metterdaad, er viel temidden van veel donkerheid niet zelden een vriendelijk zonneschijntje; en nu het eerste jaar der nieuwe worsteling achter ons ligt, mag er niet te veel geklaagd, maar moet er geloofd en gedankt worden, of de Heere zoo om onze hardheid van hart zijn goedertierenheid welens van ons kennen nemen. [54, 967, 313, 1061]
paragraph: Hoe heerlijk was niet meestal de broederzin, waarmeê de pas saamgekomenen zich aaneensloten! [54, 793, 313, 829]
paragraph: tikken onde [1487, 700, 1546, 713]
paragraph: We zijn zoo ontwend aan het goede en aan het kwade verkleefd geworden. [329, 228, 588, 253]
paragraph: Gij bewerit [1487, 757, 1543, 770]
paragraph: Daar reageert ge zells niet tegen. En ge ziet het aan en werkt ertoe mee, dat ge, slecht na geslacht onzer predikers principieel verkeerd geleid en voorbereid, en als verwoesters van ons nationaal-Gereformeerd kerkelijk leven worden ingebracht in de gemeenten! [604, 925, 863, 995]
paragraph: Deze mannen staan, terwijl ze 1886 van oplele verandert moesten weten, principieel tegen de Ethischen over. Er is bijkens hun herhaalde vroegere uitlatingen aan de theologie der Ethischen geen goed haar. Steeds hebben ze tegen deze verderfelijke Ethische theologie gewaarschuwd. En confessioneel in het om hieren, hebben ze er steeds veel voor gevoeld, om onze kerken weer op te bouwen in den weg der confessie. [604, 644, 863, 760]
paragraph: Hoe hel [1487, 734, 1526, 747]
paragraph: En daarin juist is Gods Almachtigheid zoo nameloos aanbiddelijk, dat, of ge het in de natuur dan of ge het in de genade neemt, er niets in u noch om u noch aan u is, dat ooit een andere grondveste hebben kan, dan in de hand der mogendheid van uw God. [54, 268, 313, 339]
paragraph: klasse. Bij h [1487, 423, 1548, 436]
paragraph: Hoe veelszins bevestigend liepen de saamkomsten der classis af! [54, 904, 313, 929]
paragraph: Voor het zwaard is veelszins de truffel in stee gekomen. Er wordt minder gestreden en meer gesticht en gebouwd. [54, 527, 313, 563]
paragraph: Een behoorlijk geformuleerde resolutie, waarbij de Evangelische Alliantie als zoodanig zou tegen alle rechtstreeksche en zijdelingsche ondermijning van de ingeving der heilige Schriften, is naar Londen opgezonden, met verzoek om, de eerste week dat men saamkomt, zich hiervoor uit te spreken. [879, 1064, 1138, 1146]
paragraph: de stoffelijk [1487, 803, 1546, 816]
paragraph: Een tijdlang nu kon dit ongemerkt geschieden. [1166, 460, 1401, 473]
column-rule [1146, 193, 1147, 2085]
paragraph: gen den mo [1487, 1504, 1546, 1517]
paragraph: Vooreerst de gezegende uitwerking, die herhaaldelijk van de groote samenkomsten der Evangelische Alliantie uitging. En ten tweede de veelgeminde begingsels van het algemeene comité, om herhaaldelijk in Rome, Madrid, Constantinopel en zelfs in Stockholm ten behoeve der vervolgde geloofsgenooten tusschenbeiden te komen. [879, 1358, 1138, 1440]
paragraph: Ge sterkt, ook zonder een hand uit te steken, de hand van uw tegenpartij. [604, 1241, 863, 1266]
paragraph: hoofdraak e [1487, 1539, 1547, 1552]
paragraph: maar in de hooge vlucht hunner ideeën mag men wel, van een meer primitieven zich van eerlijkheid niet eenmaal is gedacht. [604, 193, 863, 228]
paragraph: En de brok, voor wie ge als een wachter op Sions muren op zoudt komen, roept om uw woord, om uw protest, om uw daad! [604, 1267, 863, 1304]
paragraph: Vergeet ook niet, dat zoo vaak een broeder metsloop, die, ja, wel komen zal waar hij zijn moet, maar die toch aanvankelijk eer door prikkeling van verzet, dan door gehoorzaamheid aan 's Heeren ordonnantie wierd aangedreven. [329, 292, 588, 350]
paragraph: classicaal be [1487, 343, 1551, 356]
paragraph: eindelijk op [1487, 366, 1546, 379]
paragraph: Vóór drie weken lieten we ons ontvallen, dat desnoods bediening van het Sacrament ook zonder ambtelijken titel geldig kon zijn. [879, 193, 1138, 228]
paragraph: Alleen op dit wijs wordt de waarheid gehandhaafd, dat het ambt iets dan een middel is of instrument, waarvan de Heere zich bedient en ten nutte, en dat Hij desverkiesend ook door zonder middel en zonder instrument. [879, 516, 1138, 574]
paragraph: En zie nu, het ongeloof woelt voort en voort, en gij zit stille. [604, 1179, 863, 1203]
paragraph: Hiërarchie [1487, 285, 1542, 298]
paragraph: van deze bij [1487, 964, 1548, 977]
paragraph: uw zin opge [1487, 837, 1548, 850]
paragraph: Duidelijk is het hunnerzijds uitgesproken, in de personen der onderwijzers zou moet beslist geloof wenschelijk zijn, maar voor het onderwijs als zoodanig mag geen grondslag worden aangenomen. [329, 864, 588, 923]
paragraph: zijn, waartoe [1487, 251, 1552, 264]
paragraph: Laat dan het kerkelijk vraagstuk, zoo dit u bitter zou maken rusten; maar komt dan op die hoofdstukken nooden, die ge met ons betreft en waarvoor ge met ons gevoelen moet, laat het gij u gewaardeerd iets van den stillen heldenmoed, die eens ook te Parijs en te Antwerpen deze confessie tot het steunpunt onzer kerken heeft gemaakt. [604, 1499, 863, 1580]
